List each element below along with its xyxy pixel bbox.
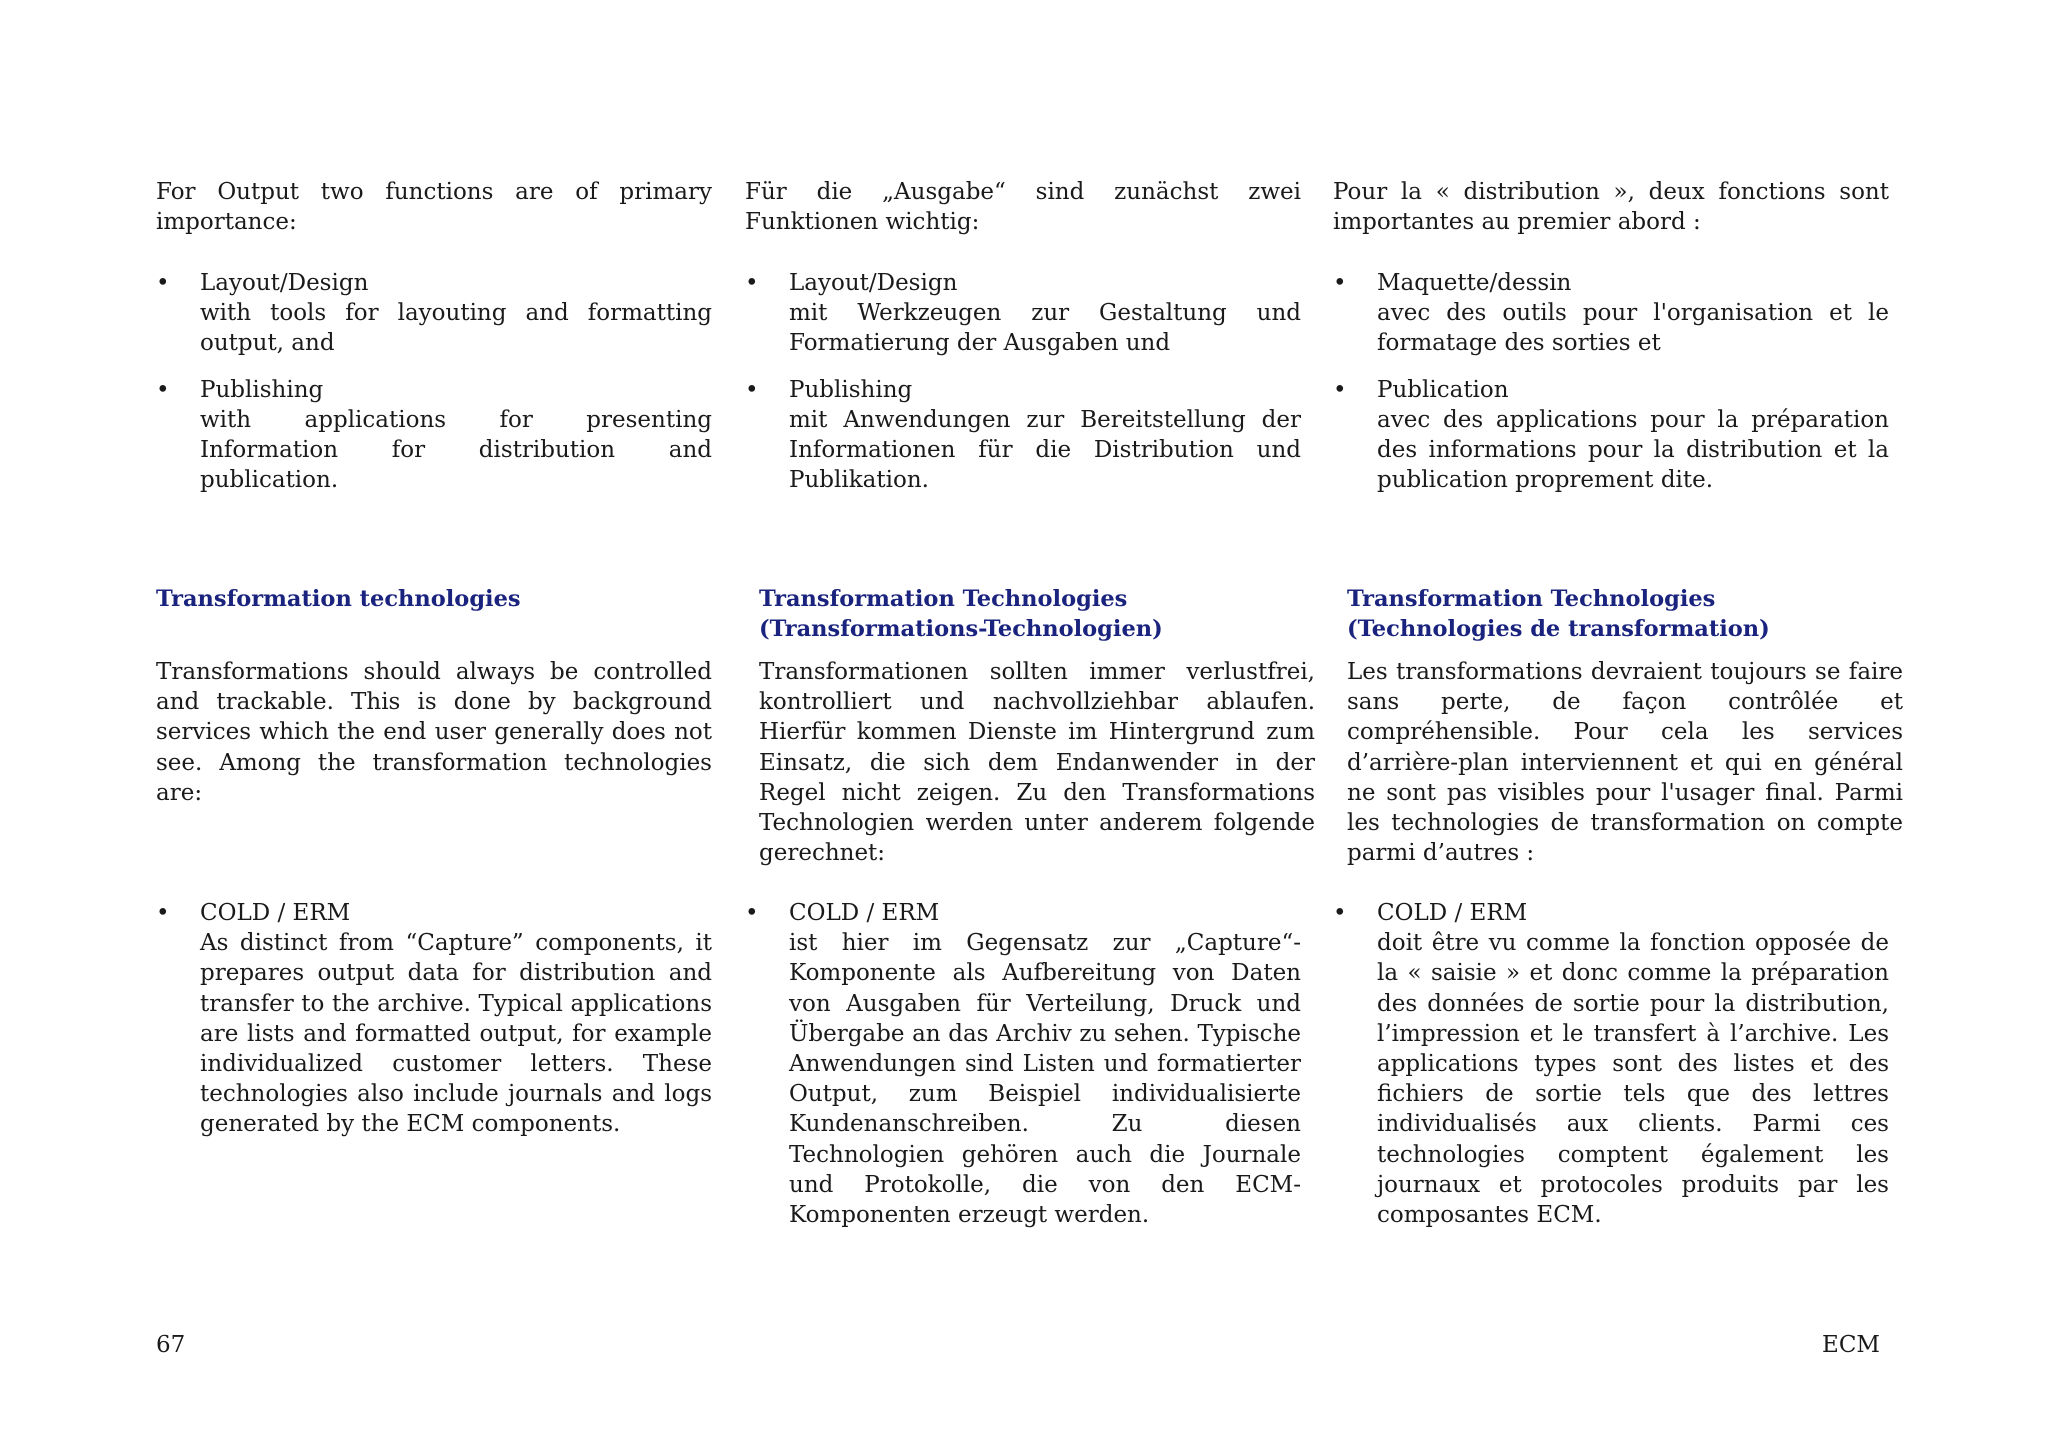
section-heading-line2: (Transformations-Technologien) xyxy=(759,616,1163,642)
transformation-paragraph: Les transformations devraient toujours se faire sans perte, de façon contrôlée et compréhensible. Pour cela les services d’arrière-plan interviennent et qui en général ne sont pas visibles pour l'usager final. Parmi les technologies de transformation on compte parmi d’autres : xyxy=(1347,659,1903,867)
transformation-paragraph: Transformations should always be controlled and trackable. This is done by background services which the end user generally does not see. Among the transformation technologies are: xyxy=(156,659,712,806)
bullet-title: • Layout/Design xyxy=(200,270,369,296)
cold-erm-list xyxy=(1333,898,1889,1246)
bullet-title: • COLD / ERM xyxy=(789,900,940,926)
bullet-title: • COLD / ERM xyxy=(1377,900,1528,926)
bullet-text: mit Anwendungen zur Bereitstellung der Informationen für die Distribution und Publikation. xyxy=(789,406,1301,494)
bullet-title: • Publishing xyxy=(789,376,913,403)
list-item xyxy=(1333,898,1889,1230)
bullet-text: mit Werkzeugen zur Gestaltung und Formatierung der Ausgaben und xyxy=(789,300,1301,357)
bullet-text: As distinct from “Capture” components, it prepares output data for distribution and transfer to the archive. Typical applications are lists and formatted output, for example individualized customer letters. These technologies also include journals and logs generated by the ECM components. xyxy=(200,930,712,1138)
intro-paragraph: Für die „Ausgabe“ sind zunächst zwei Funktionen wichtig: xyxy=(745,179,1301,236)
section-heading xyxy=(156,584,712,614)
bullet-title: • Layout/Design xyxy=(789,270,958,296)
list-item xyxy=(156,268,712,359)
bullet-text: avec des applications pour la préparation des informations pour la distribution et la publication proprement dite. xyxy=(1377,406,1889,494)
section-heading-line1: Transformation technologies xyxy=(156,586,521,612)
transformation-paragraph: Transformationen sollten immer verlustfrei, kontrolliert und nachvollziehbar ablaufen. Hierfür kommen Dienste im Hintergrund zum Einsatz, die sich dem Endanwender in der Regel nicht zeigen. Zu den Transformations Technologien werden unter anderem folgende gerechnet: xyxy=(759,659,1315,867)
output-functions-list xyxy=(156,268,712,511)
intro-paragraph: Pour la « distribution », deux fonctions sont importantes au premier abord : xyxy=(1333,179,1889,236)
list-item xyxy=(156,375,712,496)
bullet-title: • Publication xyxy=(1377,376,1509,403)
section-heading-line1: Transformation Technologies xyxy=(759,586,1128,612)
column-french-cold xyxy=(1333,0,1889,1447)
footer-label: ECM xyxy=(1822,1332,1880,1358)
section-heading-line2: (Technologies de transformation) xyxy=(1347,616,1770,642)
list-item xyxy=(156,898,712,1140)
intro-paragraph: For Output two functions are of primary importance: xyxy=(156,179,712,236)
section-heading-line1: Transformation Technologies xyxy=(1347,586,1716,612)
bullet-title: • Publishing xyxy=(200,376,324,403)
cold-erm-list xyxy=(745,898,1301,1246)
bullet-title: • COLD / ERM xyxy=(200,900,351,926)
cold-erm-list xyxy=(156,898,712,1156)
bullet-title: • Maquette/dessin xyxy=(1377,270,1572,296)
page-number: 67 xyxy=(156,1332,186,1358)
column-german-cold xyxy=(745,0,1301,1447)
bullet-text: doit être vu comme la fonction opposée de la « saisie » et donc comme la préparation des données de sortie pour la distribution, l’impression et le transfert à l’archive. Les applications types sont des listes et des fichiers de sortie tels que des lettres individualisés aux clients. Parmi ces technologies comptent également les journaux et protocoles produits par les composantes ECM. xyxy=(1377,930,1889,1229)
list-item xyxy=(745,898,1301,1230)
bullet-text: with applications for presenting Information for distribution and publication. xyxy=(200,406,712,494)
bullet-text: ist hier im Gegensatz zur „Capture“-Komponente als Aufbereitung von Daten von Ausgaben für Verteilung, Druck und Übergabe an das Archiv zu sehen. Typische Anwendungen sind Listen und formatierter Output, zum Beispiel individualisierte Kundenanschreiben. Zu diesen Technologien gehören auch die Journale und Protokolle, die von den ECM-Komponenten erzeugt werden. xyxy=(789,930,1301,1229)
bullet-text: avec des outils pour l'organisation et le formatage des sorties et xyxy=(1377,300,1889,357)
column-english xyxy=(156,0,712,1447)
bullet-text: with tools for layouting and formatting output, and xyxy=(200,300,712,357)
